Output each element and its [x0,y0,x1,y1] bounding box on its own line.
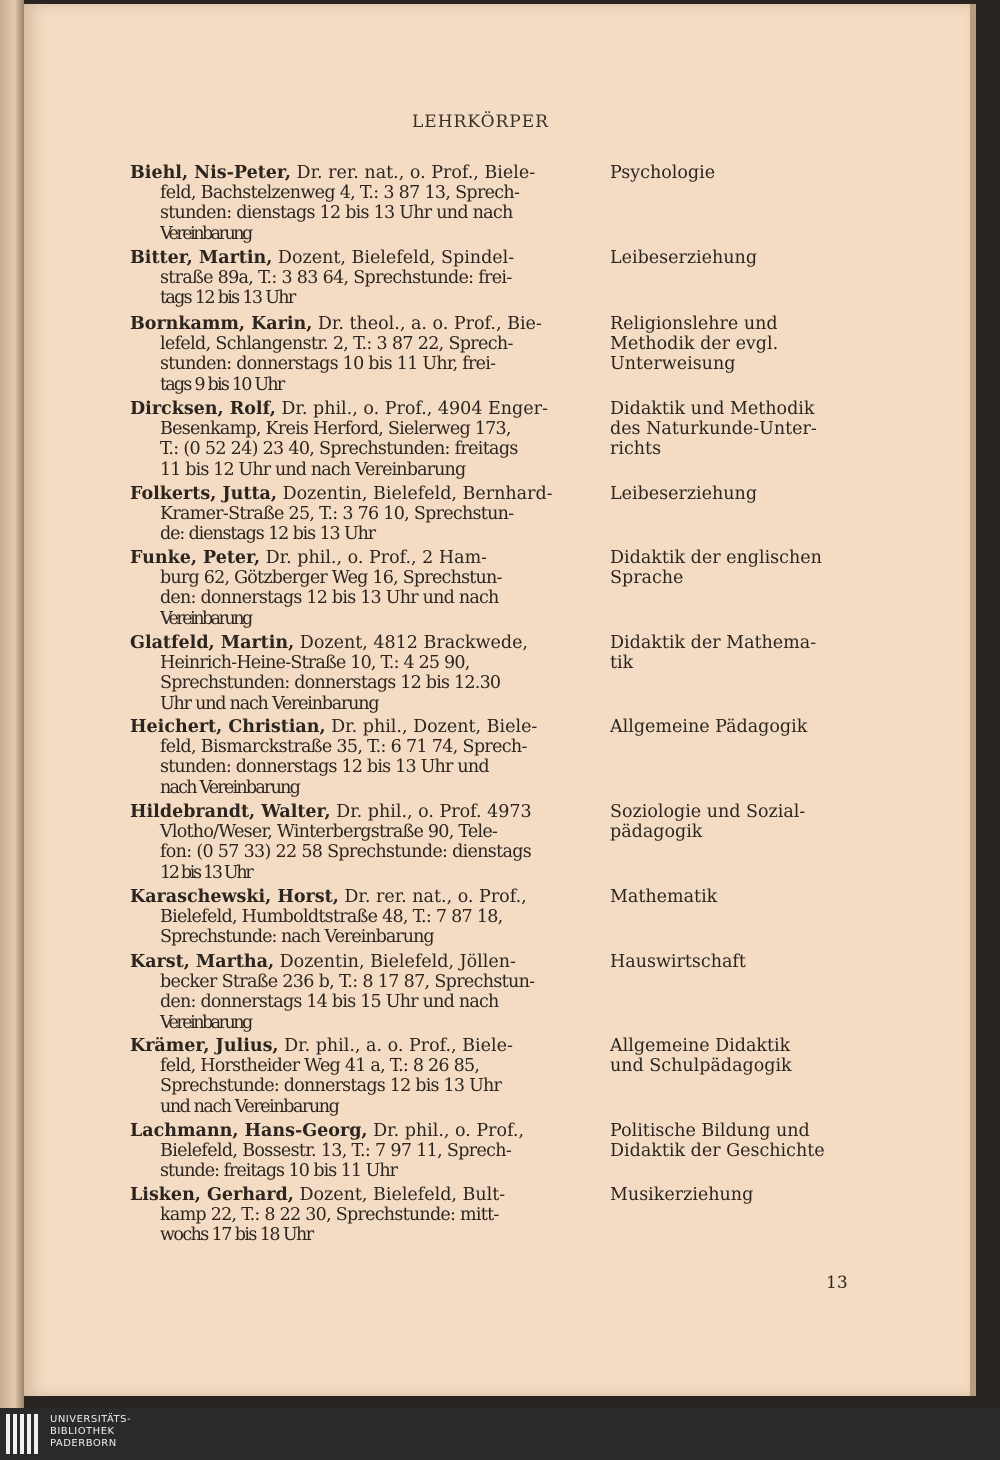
entry-first-line [130,548,580,568]
library-name-line: UNIVERSITÄTS- [50,1414,132,1425]
entry-detail-line: feld, Bismarckstraße 35, T.: 6 71 74, Sprech- [160,737,527,758]
entry-first-line [130,633,580,653]
person-name: Karst, Martha, [130,952,275,972]
subject-line: und Schulpädagogik [610,1056,792,1077]
entry-detail-line: Bielefeld, Humboldtstraße 48, T.: 7 87 18, [160,907,503,928]
library-name-line: PADERBORN [50,1438,117,1449]
person-name: Dircksen, Rolf, [130,399,276,419]
entry-first-line [130,484,580,504]
entry-first-line [130,717,580,737]
entry-detail-line: lefeld, Schlangenstr. 2, T.: 3 87 22, Sprech- [160,334,513,355]
library-logo-icon [6,1414,44,1454]
entry-title-text: Dr. phil., o. Prof., 4904 Enger- [275,399,548,419]
entry-detail-line: becker Straße 236 b, T.: 8 17 87, Sprechstun- [160,972,535,993]
entry-details [130,717,580,798]
person-name: Hildebrandt, Walter, [130,802,331,822]
entry-detail-line: feld, Bachstelzenweg 4, T.: 3 87 13, Sprech- [160,183,520,204]
entry-title-text: Dozentin, Bielefeld, Jöllen- [274,952,516,972]
subject-line: Allgemeine Didaktik [610,1036,791,1056]
entry-detail-line: Sprechstunde: donnerstags 12 bis 13 Uhr [160,1076,502,1097]
entry-detail-line: stunden: dienstags 12 bis 13 Uhr und nach [160,203,513,224]
entry-details [130,1036,580,1117]
entry-first-line [130,1185,580,1205]
entry-subject [610,717,860,737]
entry-details [130,163,580,244]
entry-details [130,314,580,395]
subject-line: Didaktik der Geschichte [610,1141,825,1162]
person-name: Heichert, Christian, [130,717,326,737]
person-name: Bitter, Martin, [130,248,273,268]
entry-detail-line: Vereinbarung [160,1012,251,1033]
entry-detail-line: stunden: donnerstags 10 bis 11 Uhr, frei- [160,354,496,375]
subject-line: des Naturkunde-Unter- [610,419,817,440]
entry-detail-line: Besenkamp, Kreis Herford, Sielerweg 173, [160,419,511,440]
entry-detail-line: und nach Vereinbarung [160,1096,339,1117]
entry-subject [610,163,860,183]
entry-first-line [130,399,580,419]
entry-first-line [130,887,580,907]
library-name-line: BIBLIOTHEK [50,1426,115,1437]
entry-title-text: Dozent, Bielefeld, Spindel- [272,248,515,268]
entry-detail-line: de: dienstags 12 bis 13 Uhr [160,524,376,545]
subject-line: Soziologie und Sozial- [610,802,806,822]
entry-detail-line: kamp 22, T.: 8 22 30, Sprechstunde: mitt- [160,1205,499,1226]
entry-title-text: Dr. rer. nat., o. Prof., [338,887,527,907]
subject-line: Sprache [610,568,684,589]
entry-subject [610,952,860,972]
subject-line: tik [610,653,634,674]
entry-detail-line: wochs 17 bis 18 Uhr [160,1225,313,1246]
entry-detail-line: Vereinbarung [160,223,251,244]
subject-line: Leibeserziehung [610,484,758,504]
person-name: Folkerts, Jutta, [130,484,277,504]
entry-subject [610,548,860,588]
entry-first-line [130,248,580,268]
entry-details [130,1121,580,1182]
subject-line: Politische Bildung und [610,1121,810,1141]
entry-title-text: Dr. phil., o. Prof., 2 Ham- [260,548,488,568]
person-name: Glatfeld, Martin, [130,633,295,653]
subject-line: pädagogik [610,822,703,843]
subject-line: Leibeserziehung [610,248,758,268]
person-name: Funke, Peter, [130,548,261,568]
entry-details [130,887,580,948]
entry-detail-line: nach Vereinbarung [160,777,300,798]
subject-line: Allgemeine Pädagogik [610,717,808,737]
entry-subject [610,1185,860,1205]
subject-line: Musikerziehung [610,1185,754,1205]
entry-subject [610,1036,860,1076]
entry-detail-line: Sprechstunde: nach Vereinbarung [160,927,434,948]
entry-detail-line: stunde: freitags 10 bis 11 Uhr [160,1161,397,1182]
entry-first-line [130,952,580,972]
entry-detail-line: Kramer-Straße 25, T.: 3 76 10, Sprechstun- [160,504,514,525]
person-name: Krämer, Julius, [130,1036,279,1056]
entry-detail-line: Bielefeld, Bossestr. 13, T.: 7 97 11, Sprech- [160,1141,512,1162]
subject-line: Unterweisung [610,354,736,375]
entry-detail-line: straße 89a, T.: 3 83 64, Sprechstunde: frei- [160,268,512,289]
running-head: LEHRKÖRPER [412,112,549,132]
subject-line: Didaktik der Mathema- [610,633,817,653]
entry-detail-line: 11 bis 12 Uhr und nach Vereinbarung [160,459,466,480]
page-number: 13 [826,1273,848,1293]
entry-detail-line: fon: (0 57 33) 22 58 Sprechstunde: dienstags [160,842,532,863]
entry-subject [610,248,860,268]
entry-detail-line: T.: (0 52 24) 23 40, Sprechstunden: freitags [160,439,518,460]
entry-subject [610,314,860,375]
entry-title-text: Dozentin, Bielefeld, Bernhard- [277,484,553,504]
entry-details [130,548,580,629]
entry-first-line [130,163,580,183]
entry-title-text: Dr. rer. nat., o. Prof., Biele- [290,163,536,183]
subject-line: Didaktik der englischen [610,548,822,568]
entry-title-text: Dozent, Bielefeld, Bult- [293,1185,506,1205]
library-name [50,1414,131,1450]
entry-details [130,802,580,883]
entry-subject [610,1121,860,1161]
subject-line: Psychologie [610,163,716,183]
person-name: Bornkamm, Karin, [130,314,313,334]
entry-details [130,1185,580,1246]
subject-line: Didaktik und Methodik [610,399,815,419]
entry-title-text: Dr. phil., a. o. Prof., Biele- [278,1036,513,1056]
subject-line: richts [610,439,662,460]
entry-title-text: Dr. theol., a. o. Prof., Bie- [312,314,542,334]
entry-subject [610,802,860,842]
entry-subject [610,887,860,907]
entry-details [130,952,580,1033]
entry-first-line [130,314,580,334]
entry-first-line [130,1121,580,1141]
entry-detail-line: Heinrich-Heine-Straße 10, T.: 4 25 90, [160,653,470,674]
entry-detail-line: stunden: donnerstags 12 bis 13 Uhr und [160,757,489,778]
entry-details [130,248,580,309]
subject-line: Mathematik [610,887,718,907]
entry-first-line [130,1036,580,1056]
entry-detail-line: Uhr und nach Vereinbarung [160,693,379,714]
entry-subject [610,484,860,504]
entry-title-text: Dr. phil., Dozent, Biele- [325,717,538,737]
subject-line: Methodik der evgl. [610,334,779,355]
person-name: Karaschewski, Horst, [130,887,339,907]
entry-details [130,633,580,714]
entry-first-line [130,802,580,822]
entry-detail-line: burg 62, Götzberger Weg 16, Sprechstun- [160,568,502,589]
subject-line: Religionslehre und [610,314,778,334]
entry-details [130,399,580,480]
library-footer [0,1408,1000,1460]
entry-detail-line: tags 12 bis 13 Uhr [160,288,295,309]
entry-subject [610,633,860,673]
entry-detail-line: Sprechstunden: donnerstags 12 bis 12.30 [160,673,501,694]
entry-detail-line: Vereinbarung [160,608,251,629]
entry-details [130,484,580,545]
entry-detail-line: den: donnerstags 14 bis 15 Uhr und nach [160,992,499,1013]
person-name: Lachmann, Hans-Georg, [130,1121,368,1141]
entry-detail-line: 12 bis 13 Uhr [160,862,252,883]
entry-title-text: Dr. phil., o. Prof., [367,1121,525,1141]
entry-detail-line: tags 9 bis 10 Uhr [160,374,284,395]
entry-subject [610,399,860,460]
page-edge [970,4,976,1396]
entry-detail-line: feld, Horstheider Weg 41 a, T.: 8 26 85, [160,1056,480,1077]
entry-title-text: Dr. phil., o. Prof. 4973 [330,802,532,822]
person-name: Biehl, Nis-Peter, [130,163,291,183]
entry-title-text: Dozent, 4812 Brackwede, [294,633,528,653]
person-name: Lisken, Gerhard, [130,1185,294,1205]
entry-detail-line: Vlotho/Weser, Winterbergstraße 90, Tele- [160,822,498,843]
entry-detail-line: den: donnerstags 12 bis 13 Uhr und nach [160,588,499,609]
previous-page-edge [0,0,24,1408]
subject-line: Hauswirtschaft [610,952,746,972]
